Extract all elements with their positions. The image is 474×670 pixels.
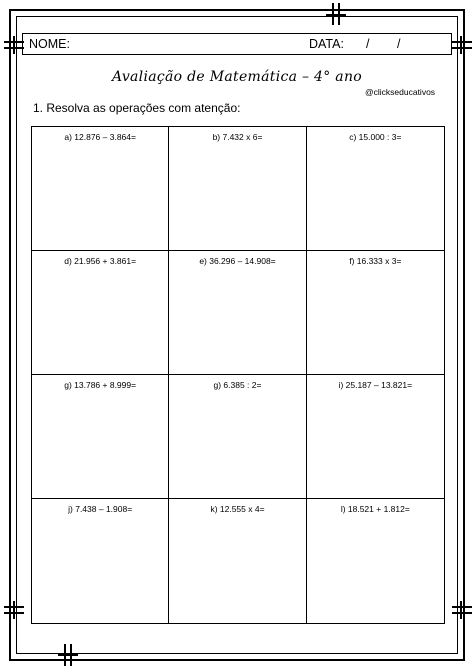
- exercise-cell-c[interactable]: [307, 127, 444, 251]
- exercise-prompt: e) 36.296 – 14.908=: [199, 256, 276, 266]
- exercise-cell-b[interactable]: [169, 127, 306, 251]
- exercise-prompt: c) 15.000 : 3=: [349, 132, 402, 142]
- tick-bottom-bar: [58, 654, 78, 656]
- exercise-cell-l[interactable]: [307, 499, 444, 623]
- date-label: DATA:: [309, 37, 344, 51]
- exercise-grid: [31, 126, 445, 624]
- date-separator-2: /: [397, 37, 401, 51]
- exercise-prompt: b) 7.432 x 6=: [212, 132, 263, 142]
- exercise-cell-j[interactable]: [32, 499, 169, 623]
- name-label: NOME:: [29, 37, 70, 51]
- credit-handle: @clickseducativos: [365, 87, 436, 97]
- exercise-prompt: k) 12.555 x 4=: [210, 504, 265, 514]
- exercise-cell-a[interactable]: [32, 127, 169, 251]
- exercise-cell-e[interactable]: [169, 251, 306, 375]
- tick-right-2: [452, 47, 472, 49]
- exercise-cell-g1[interactable]: [32, 375, 169, 499]
- exercise-prompt: g) 13.786 + 8.999=: [64, 380, 137, 390]
- exercise-cell-f[interactable]: [307, 251, 444, 375]
- tick-top-bar: [326, 14, 346, 16]
- exercise-cell-g2[interactable]: [169, 375, 306, 499]
- exercise-cell-i[interactable]: [307, 375, 444, 499]
- tick-left-low-bar: [13, 601, 15, 619]
- tick-right-low-bar: [460, 601, 462, 619]
- tick-right-bar: [460, 36, 462, 54]
- page-title: Avaliação de Matemática – 4° ano: [111, 69, 363, 85]
- header-bar: [22, 33, 452, 55]
- exercise-prompt: g) 6.385 : 2=: [213, 380, 262, 390]
- date-separator-1: /: [366, 37, 370, 51]
- exercise-prompt: f) 16.333 x 3=: [349, 256, 402, 266]
- exercise-prompt: d) 21.956 + 3.861=: [64, 256, 137, 266]
- exercise-cell-k[interactable]: [169, 499, 306, 623]
- instruction-text: 1. Resolva as operações com atenção:: [33, 101, 241, 115]
- tick-right-low-2: [452, 612, 472, 614]
- tick-right-low-1: [452, 606, 472, 608]
- exercise-cell-d[interactable]: [32, 251, 169, 375]
- exercise-prompt: i) 25.187 – 13.821=: [338, 380, 413, 390]
- exercise-prompt: l) 18.521 + 1.812=: [340, 504, 410, 514]
- tick-right-1: [452, 41, 472, 43]
- exercise-prompt: a) 12.876 – 3.864=: [64, 132, 136, 142]
- exercise-prompt: j) 7.438 – 1.908=: [68, 504, 133, 514]
- tick-left-bar: [13, 36, 15, 54]
